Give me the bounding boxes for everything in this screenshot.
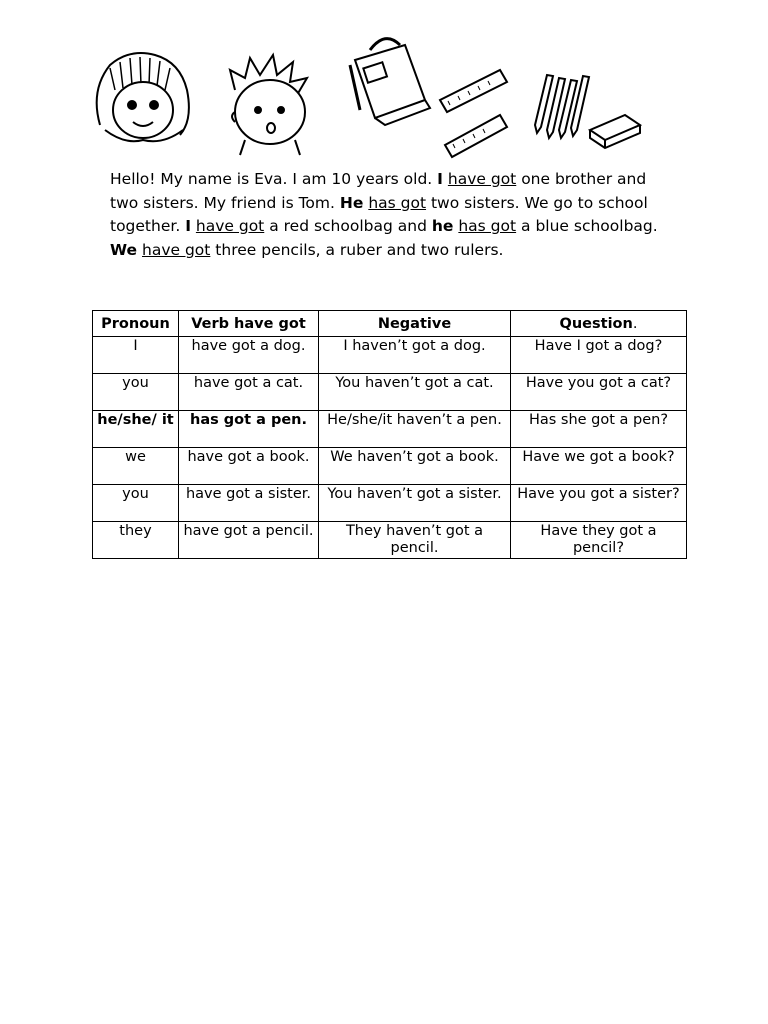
- cell-negative: You haven’t got a sister.: [319, 485, 511, 522]
- table-row: [93, 448, 687, 485]
- cell-verb: has got a pen.: [179, 411, 319, 448]
- boy-icon: [230, 55, 307, 155]
- cell-verb: have got a book.: [179, 448, 319, 485]
- story-text: three pencils, a ruber and two rulers.: [215, 240, 504, 259]
- cell-verb: have got a sister.: [179, 485, 319, 522]
- schoolbag-icon: [350, 39, 430, 125]
- cell-pronoun: you: [93, 374, 179, 411]
- cell-negative: You haven’t got a cat.: [319, 374, 511, 411]
- header-pronoun: Pronoun: [93, 311, 179, 337]
- story-text: two sisters. We go to school together.: [110, 193, 648, 235]
- table-row: [93, 522, 687, 559]
- verb-has-got: has got: [458, 217, 517, 235]
- cell-question: Have they got a pencil?: [511, 522, 687, 559]
- pronoun-he: He: [339, 193, 364, 212]
- cell-verb: have got a cat.: [179, 374, 319, 411]
- eraser-icon: [590, 115, 640, 148]
- verb-have-got: have got: [142, 240, 211, 259]
- cell-question: Have we got a book?: [511, 448, 687, 485]
- cell-pronoun: he/she/ it: [93, 411, 179, 448]
- cell-pronoun: we: [93, 448, 179, 485]
- pronoun-we: We: [110, 240, 138, 259]
- pronoun-i: I: [437, 170, 443, 188]
- table-row: [93, 485, 687, 522]
- header-verb: Verb have got: [179, 311, 319, 337]
- verb-have-got: have got: [195, 217, 265, 235]
- header-negative: Negative: [319, 311, 511, 337]
- girl-icon: [97, 53, 189, 141]
- cell-question: Have you got a sister?: [511, 485, 687, 522]
- cell-negative: We haven’t got a book.: [319, 448, 511, 485]
- table-row: [93, 411, 687, 448]
- table-row: [93, 374, 687, 411]
- cell-question: Has she got a pen?: [511, 411, 687, 448]
- verb-have-got: have got: [447, 170, 517, 188]
- table-row: [93, 337, 687, 374]
- cell-negative: He/she/it haven’t a pen.: [319, 411, 511, 448]
- story-text: one brother and two sisters. My friend is Tom.: [110, 170, 647, 212]
- ruler-icon: [440, 70, 507, 157]
- cell-question: Have you got a cat?: [511, 374, 687, 411]
- table-header-row: [93, 311, 687, 337]
- pronoun-he: he: [431, 217, 454, 235]
- story-text: a red schoolbag and: [269, 217, 427, 235]
- cell-negative: They haven’t got a pencil.: [319, 522, 511, 559]
- cell-pronoun: they: [93, 522, 179, 559]
- verb-has-got: has got: [368, 193, 427, 212]
- cell-verb: have got a pencil.: [179, 522, 319, 559]
- pronoun-i: I: [185, 217, 191, 235]
- story-paragraph: [110, 168, 670, 262]
- header-question: [511, 311, 687, 337]
- story-text: a blue schoolbag.: [521, 217, 658, 235]
- grammar-table: [92, 310, 687, 559]
- header-question-label: Question: [559, 316, 633, 332]
- pencil-icon: [535, 75, 589, 138]
- cell-pronoun: I: [93, 337, 179, 374]
- clipart-strip: [85, 30, 685, 160]
- cell-question: Have I got a dog?: [511, 337, 687, 374]
- cell-negative: I haven’t got a dog.: [319, 337, 511, 374]
- story-text: Hello! My name is Eva. I am 10 years old.: [110, 170, 433, 188]
- cell-pronoun: you: [93, 485, 179, 522]
- header-question-suffix: .: [632, 316, 638, 332]
- cell-verb: have got a dog.: [179, 337, 319, 374]
